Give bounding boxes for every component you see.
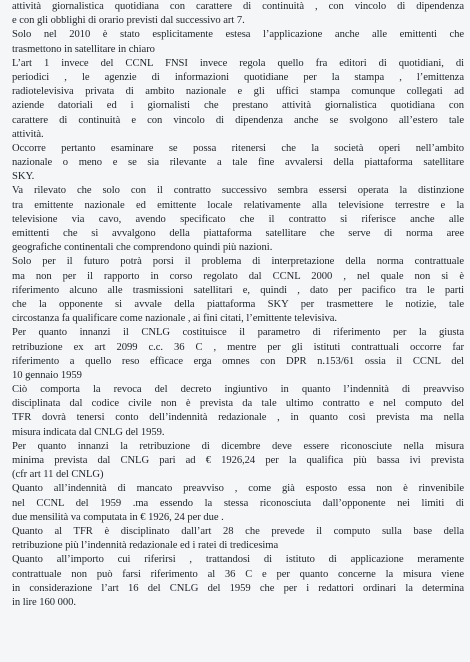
text-line: retribuzione più l’indennità redazionale ed i ratei di tredicesima — [12, 540, 279, 552]
text-line: in considerazione l’art 16 del CNLG del 1959 che per i redattori ordinari la determina — [12, 582, 464, 594]
text-line: disciplinata dal codice civile non è prevista da tale ultimo contratto e nel computo del — [12, 398, 464, 410]
paragraph — [12, 57, 464, 142]
paragraph — [12, 184, 464, 255]
text-line: tra emittente nazionale ed emittente locale relativamente alla televisione terrestre e la — [12, 199, 464, 211]
text-line: radiotelevisiva privata di ambito nazionale e gli uffici stampa comunque collegati ad — [12, 86, 464, 98]
text-line: carattere di continuità e con vincolo di dipendenza anche se svolgono all’estero tale — [12, 114, 464, 126]
text-line: geografiche continentali che comprendono quindi più nazioni. — [12, 242, 273, 254]
text-line: aziende datoriali ed i giornalisti che prestano attività giornalistica quotidiana con — [12, 100, 464, 112]
text-line: attività. — [12, 128, 44, 140]
text-line: Solo per il futuro potrà porsi il problema di interpretazione della norma contrattuale — [12, 256, 464, 268]
text-line: attività giornalistica quotidiana con carattere di continuità , con vincolo di dipendenza — [12, 1, 464, 12]
text-line: Per quanto innanzi la retribuzione di dicembre deve essere riconosciute nella misura — [12, 440, 464, 452]
text-line: (cfr art 11 del CNLG) — [12, 469, 104, 481]
text-line: periodici , le agenzie di informazioni quotidiane per la stampa , l’emittenza — [12, 71, 464, 83]
text-line: nazionale o meno e se sia rilevante a tale fine avvalersi della piattaforma satellitare — [12, 157, 464, 169]
text-line: riferimento alcuno alle trasmissioni satellitari e, quindi , dato per pacifico tra le parti — [12, 284, 464, 296]
paragraph — [12, 28, 464, 56]
paragraph — [12, 142, 464, 185]
text-line: Occorre pertanto esaminare se possa ritenersi che la società operi nell’ambito — [12, 142, 464, 154]
text-line: contrattuale non può farsi riferimento al 36 C e per quanto concerne la misura viene — [12, 568, 464, 580]
paragraph — [12, 482, 464, 525]
text-line: circostanza fa qualificare come nazionale , ai fini citati, l’emittente televisiva. — [12, 313, 337, 325]
text-line: Quanto all’indennità di mancato preavviso , come già esposto essa non è rinvenibile — [12, 483, 464, 495]
paragraph — [12, 0, 464, 28]
paragraph — [12, 255, 464, 326]
text-line: misura indicata dal CNLG del 1959. — [12, 426, 165, 438]
text-line: Solo nel 2010 è stato esplicitamente estesa l’applicazione anche alle emittenti che — [12, 29, 464, 41]
text-line: Va rilevato che solo con il contratto successivo sembra essersi operata la distinzione — [12, 185, 464, 197]
text-line: e con gli obblighi di orario previsti dal successivo art 7. — [12, 15, 245, 27]
text-line: riferimento a quello reso efficace erga omnes con DPR n.153/61 ossia il CCNL del — [12, 355, 464, 367]
text-line: televisione via cavo, avendo specificato che il contratto si riferisce anche alle — [12, 213, 464, 225]
text-line: trasmettono in satellitare in chiaro — [12, 43, 155, 55]
text-line: emittenti che si avvalgono della piattaforma satellitare che serve di norma aree — [12, 228, 464, 239]
text-line: L’art 1 invece del CCNL FNSI invece regola quello fra editori di quotidiani, di — [12, 57, 464, 69]
text-line: Per quanto innanzi il CNLG costituisce il parametro di riferimento per la giusta — [12, 327, 464, 339]
paragraph — [12, 440, 464, 483]
paragraph — [12, 383, 464, 440]
paragraph — [12, 525, 464, 553]
text-line: minima prevista dal CNLG pari ad € 1926,24 per la qualifica più bassa ivi prevista — [12, 455, 464, 466]
document-text — [12, 0, 464, 610]
text-line: 10 gennaio 1959 — [12, 369, 82, 381]
text-line: Ciò comporta la revoca del decreto ingiuntivo in quanto l’indennità di preavviso — [12, 384, 464, 396]
paragraph — [12, 553, 464, 610]
text-line: che la opponente si avvale della piattaforma SKY per trasmettere le notizie, tale — [12, 298, 464, 310]
text-line: Quanto al TFR è disciplinato dall’art 28 che prevede il computo sulla base della — [12, 525, 464, 537]
text-line: ma non per il rapporto in corso regolato dal CCNL 2000 , nel quale non si è — [12, 270, 464, 282]
text-line: Quanto all’importo cui riferirsi , trattandosi di istituto di applicazione meramente — [12, 554, 464, 566]
text-line: due mensilità va computata in € 1926, 24 per due . — [12, 511, 224, 523]
text-line: SKY. — [12, 171, 35, 183]
paragraph — [12, 326, 464, 383]
text-line: in lire 160 000. — [12, 596, 76, 608]
text-line: TFR dovrà tenersi conto dell’indennità redazionale , in quanto così prevista ma nella — [12, 412, 464, 424]
text-line: retribuzione ex art 2099 c.c. 36 C , mentre per gli istituti contrattuali occorre far — [12, 341, 464, 353]
text-line: nel CCNL del 1959 .ma essendo la stessa riconosciuta dall’opponente nei limiti di — [12, 497, 464, 509]
